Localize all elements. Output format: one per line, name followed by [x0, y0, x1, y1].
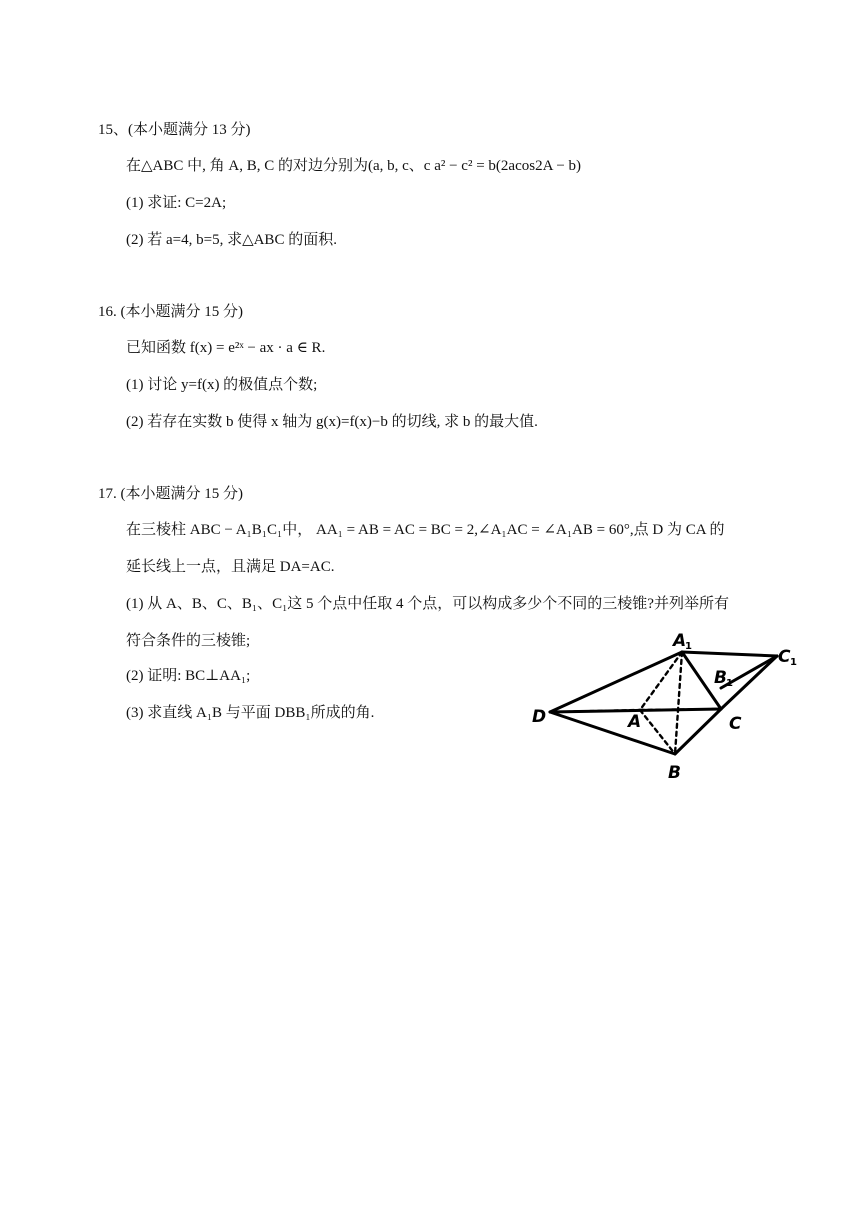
edge-D-A1 — [550, 652, 682, 712]
problem-15-part-2: (2) 若 a=4, b=5, 求△ABC 的面积. — [126, 232, 337, 248]
problem-15-part-1: (1) 求证: C=2A; — [126, 195, 227, 211]
problem-17-part-2: (2) 证明: BC⊥AA₁; — [126, 668, 251, 684]
prism-diagram — [528, 626, 808, 786]
label-A: A — [628, 712, 642, 732]
label-B: B — [668, 763, 681, 783]
label-C: C — [729, 714, 742, 734]
label-C1-sub: 1 — [790, 657, 797, 668]
label-B1-sub: 1 — [726, 678, 733, 689]
problem-17-part-3: (3) 求直线 A₁B 与平面 DBB₁所成的角. — [126, 705, 375, 721]
problem-16-stem: 已知函数 f(x) = e²ˣ − ax · a ∈ R. — [126, 340, 326, 356]
problem-17-stem-line-1: 在三棱柱 ABC − A₁B₁C₁中， AA₁ = AB = AC = BC = 2,∠A₁AC = ∠A₁AB = 60°,点 D 为 CA 的 — [126, 522, 725, 538]
label-A1-sub: 1 — [685, 641, 692, 652]
problem-17-part-1-cont: 符合条件的三棱锥; — [126, 633, 251, 649]
problem-17-header: 17. (本小题满分 15 分) — [98, 486, 243, 502]
prism-figure — [528, 626, 808, 786]
label-D: D — [532, 707, 547, 727]
problem-15-stem: 在△ABC 中, 角 A, B, C 的对边分别为(a, b, c、c a² − c² = b(2acos2A − b) — [126, 158, 582, 174]
problem-15-header: 15、(本小题满分 13 分) — [98, 122, 251, 138]
problem-16-part-1: (1) 讨论 y=f(x) 的极值点个数; — [126, 377, 318, 393]
edge-C-B — [675, 709, 721, 754]
edge-D-B — [550, 712, 675, 754]
edge-A1-C1 — [682, 652, 777, 656]
label-A1: A — [673, 631, 687, 651]
label-C1: C — [778, 647, 791, 667]
problem-17-stem-line-2: 延长线上一点，且满足 DA=AC. — [126, 559, 335, 575]
problem-16-part-2: (2) 若存在实数 b 使得 x 轴为 g(x)=f(x)−b 的切线, 求 b 的最大值. — [126, 414, 538, 430]
problem-16-header: 16. (本小题满分 15 分) — [98, 304, 243, 320]
hidden-edge-A-C — [640, 709, 721, 710]
hidden-edge-A1-B — [675, 652, 682, 754]
problem-17-part-1: (1) 从 A、B、C、B₁、C₁这 5 个点中任取 4 个点，可以构成多少个不同的三棱锥?并列举所有 — [126, 596, 729, 612]
label-B1: B — [714, 668, 727, 688]
